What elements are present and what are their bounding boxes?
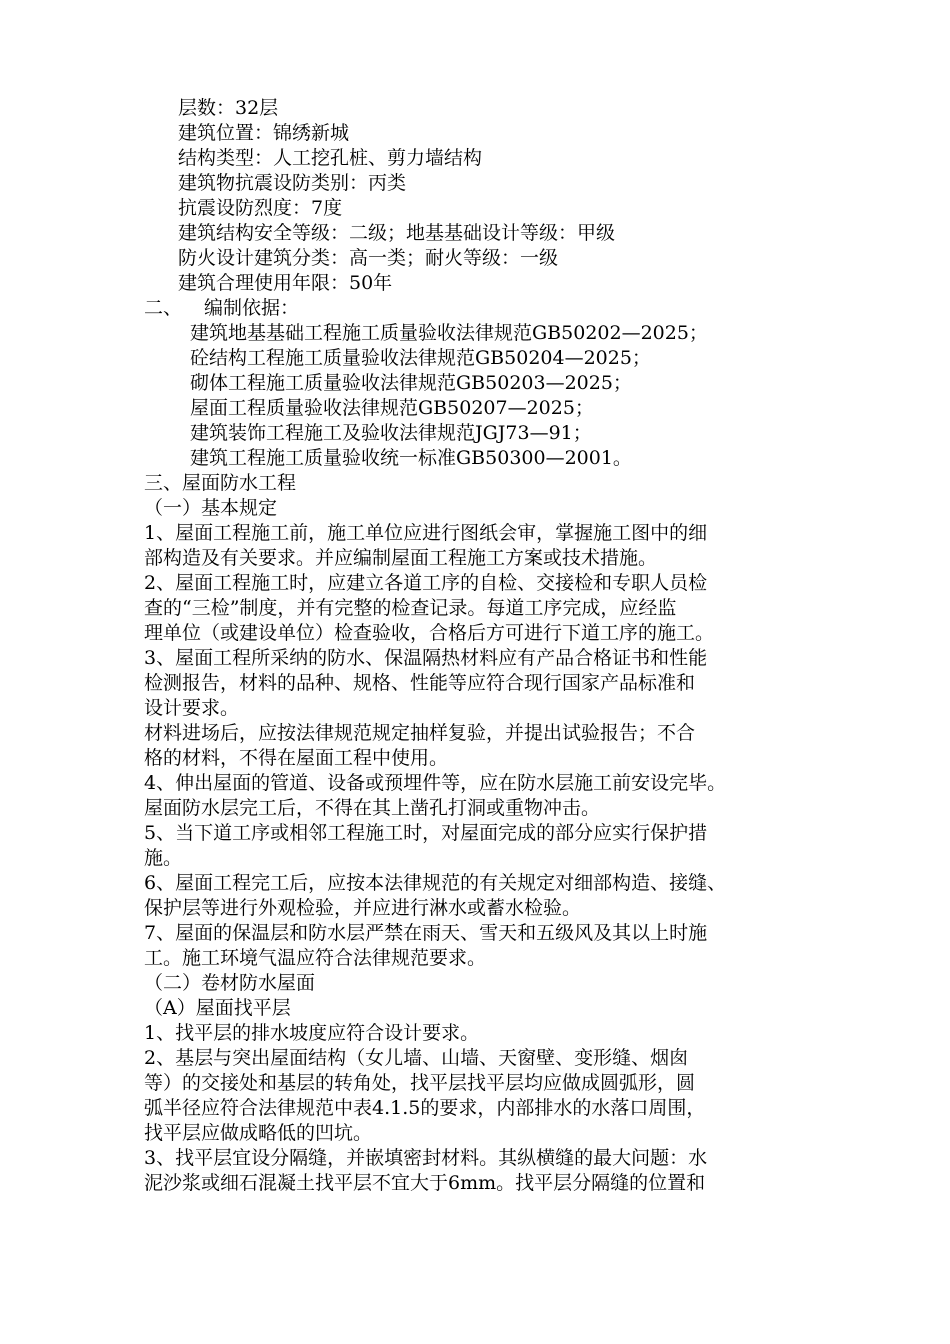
- paragraph-line: 2、屋面工程施工时，应建立各道工序的自检、交接检和专职人员检: [144, 572, 708, 594]
- standard-item: 砼结构工程施工质量验收法律规范GB50204—2025；: [190, 347, 651, 369]
- paragraph-line: 部构造及有关要求。并应编制屋面工程施工方案或技术措施。: [144, 547, 658, 569]
- standard-item: 建筑装饰工程施工及验收法律规范JGJ73—91；: [190, 422, 592, 444]
- paragraph-line: 材料进场后，应按法律规范规定抽样复验，并提出试验报告；不合: [144, 722, 696, 744]
- info-seismic-class: 建筑物抗震设防类别：丙类: [178, 172, 407, 194]
- paragraph-line: 格的材料，不得在屋面工程中使用。: [144, 747, 449, 769]
- paragraph-line: 检测报告，材料的品种、规格、性能等应符合现行国家产品标准和: [144, 672, 696, 694]
- paragraph-line: 找平层应做成略低的凹坑。: [144, 1122, 373, 1144]
- info-safety-grade: 建筑结构安全等级：二级；地基基础设计等级：甲级: [178, 222, 616, 244]
- paragraph-line: 等）的交接处和基层的转角处，找平层找平层均应做成圆弧形，圆: [144, 1072, 696, 1094]
- info-service-life: 建筑合理使用年限：50年: [178, 272, 393, 294]
- info-structure: 结构类型：人工挖孔桩、剪力墙结构: [178, 147, 483, 169]
- info-location: 建筑位置：锦绣新城: [178, 122, 350, 144]
- paragraph-line: 6、屋面工程完工后，应按本法律规范的有关规定对细部构造、接缝、: [144, 872, 727, 894]
- standard-item: 建筑工程施工质量验收统一标准GB50300—2001。: [190, 447, 632, 469]
- paragraph-line: 设计要求。: [144, 697, 240, 719]
- paragraph-line: 3、屋面工程所采纳的防水、保温隔热材料应有产品合格证书和性能: [144, 647, 708, 669]
- section2-title: 编制依据：: [204, 297, 300, 319]
- standard-item: 建筑地基基础工程施工质量验收法律规范GB50202—2025；: [190, 322, 708, 344]
- standard-item: 屋面工程质量验收法律规范GB50207—2025；: [190, 397, 594, 419]
- paragraph-line: 4、伸出屋面的管道、设备或预埋件等，应在防水层施工前安设完毕。: [144, 772, 727, 794]
- section2-number: 二、: [144, 297, 183, 319]
- paragraph-line: 施。: [144, 847, 183, 869]
- paragraph-line: 保护层等进行外观检验，并应进行淋水或蓄水检验。: [144, 897, 582, 919]
- standard-item: 砌体工程施工质量验收法律规范GB50203—2025；: [190, 372, 632, 394]
- paragraph-line: 7、屋面的保温层和防水层严禁在雨天、雪天和五级风及其以上时施: [144, 922, 708, 944]
- paragraph-line: 1、屋面工程施工前，施工单位应进行图纸会审，掌握施工图中的细: [144, 522, 708, 544]
- paragraph-line: 工。施工环境气温应符合法律规范要求。: [144, 947, 487, 969]
- info-fire-class: 防火设计建筑分类：高一类；耐火等级：一级: [178, 247, 559, 269]
- paragraph-line: 弧半径应符合法律规范中表4.1.5的要求，内部排水的水落口周围，: [144, 1097, 706, 1119]
- subsection-leveling-layer: （A）屋面找平层: [144, 997, 291, 1019]
- info-floors: 层数：32层: [178, 97, 279, 119]
- subsection-roll-roof: （二）卷材防水屋面: [144, 972, 316, 994]
- section3-title: 三、屋面防水工程: [144, 472, 297, 494]
- paragraph-line: 1、找平层的排水坡度应符合设计要求。: [144, 1022, 480, 1044]
- paragraph-line: 3、找平层宜设分隔缝，并嵌填密封材料。其纵横缝的最大问题：水: [144, 1147, 708, 1169]
- info-seismic-level: 抗震设防烈度：7度: [178, 197, 343, 219]
- paragraph-line: 2、基层与突出屋面结构（女儿墙、山墙、天窗壁、变形缝、烟囱: [144, 1047, 689, 1069]
- subsection-basic-rules: （一）基本规定: [144, 497, 278, 519]
- paragraph-line: 理单位（或建设单位）检查验收，合格后方可进行下道工序的施工。: [144, 622, 715, 644]
- paragraph-line: 屋面防水层完工后，不得在其上凿孔打洞或重物冲击。: [144, 797, 601, 819]
- paragraph-line: 5、当下道工序或相邻工程施工时，对屋面完成的部分应实行保护措: [144, 822, 708, 844]
- paragraph-line: 查的“三检”制度，并有完整的检查记录。每道工序完成，应经监: [144, 597, 677, 619]
- paragraph-line: 泥沙浆或细石混凝土找平层不宜大于6mm。找平层分隔缝的位置和: [144, 1172, 706, 1194]
